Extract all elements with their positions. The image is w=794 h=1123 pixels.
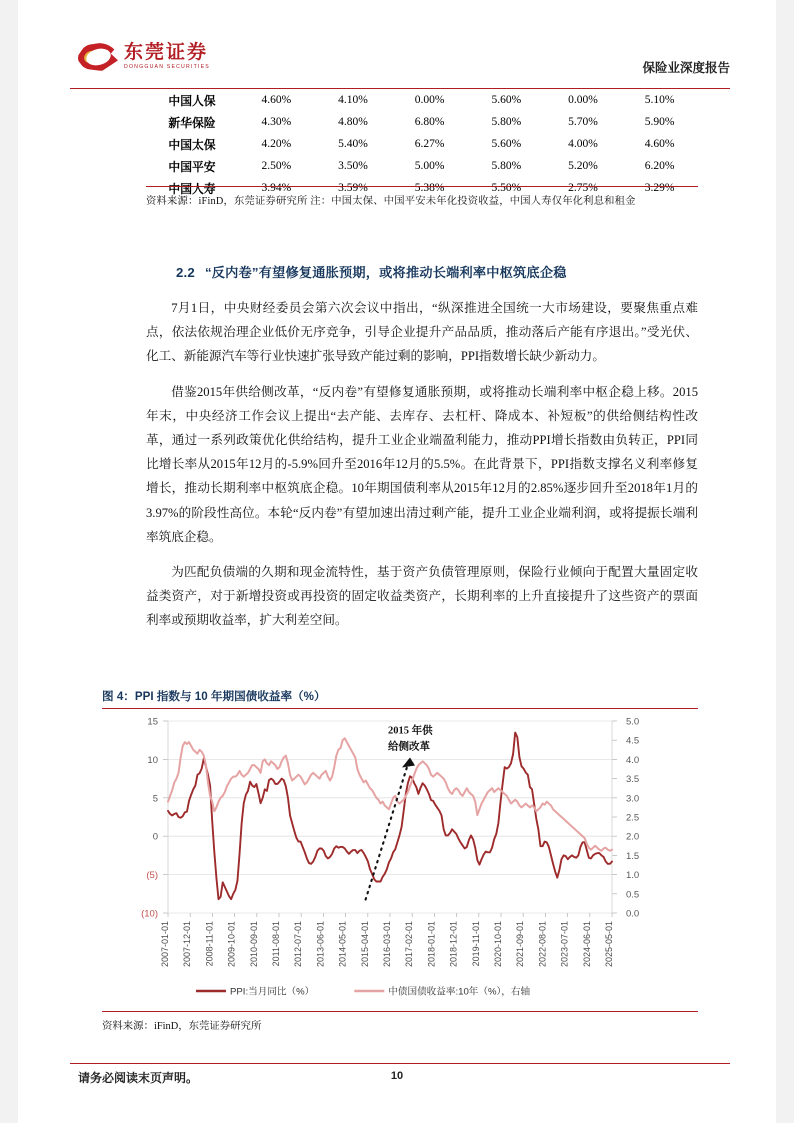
report-type-label: 保险业深度报告 [642, 61, 730, 75]
body-content [146, 296, 698, 644]
page-edge-left [0, 0, 18, 1123]
table-cell-company: 中国人寿 [168, 181, 216, 196]
table-cell-value: 4.80% [338, 116, 368, 128]
svg-text:PPI:当月同比（%）: PPI:当月同比（%） [230, 986, 315, 998]
table-cell-value: 0.00% [568, 94, 598, 106]
svg-text:0: 0 [152, 831, 158, 843]
logo-swoosh-icon [78, 40, 118, 74]
table-cell-value: 6.20% [644, 160, 675, 172]
ppi-bond-yield-chart [102, 709, 698, 1009]
page-number: 10 [390, 1070, 404, 1082]
svg-text:2022-08-01: 2022-08-01 [537, 921, 548, 968]
svg-text:2014-05-01: 2014-05-01 [337, 921, 348, 968]
svg-text:0.0: 0.0 [626, 908, 640, 920]
svg-text:3.5: 3.5 [626, 774, 640, 786]
paragraph: 7月1日，中央财经委员会第六次会议中指出，“纵深推进全国统一大市场建设，要聚焦重点难点，依法依规治理企业低价无序竞争，引导企业提升产品品质，推动落后产能有序退出。”受光伏、化工、新能源汽车等行业快速扩张导致产能过剩的影响，PPI指数增长缺少新动力。 [146, 301, 698, 364]
table-cell-value: 5.38% [414, 182, 445, 194]
svg-text:2011-08-01: 2011-08-01 [271, 921, 281, 967]
footer-divider [70, 1063, 730, 1064]
svg-text:(10): (10) [141, 908, 158, 920]
svg-text:2008-11-01: 2008-11-01 [204, 921, 215, 967]
table-cell-value: 6.80% [414, 116, 445, 128]
table-row [146, 133, 698, 155]
table-cell-value: 5.80% [491, 116, 522, 128]
svg-text:5.0: 5.0 [626, 716, 640, 728]
table-cell-value: 5.00% [414, 160, 445, 172]
table-cell-value: 0.00% [414, 94, 445, 106]
svg-text:1.5: 1.5 [626, 850, 640, 862]
svg-text:(5): (5) [146, 870, 158, 882]
paragraph: 借鉴2015年供给侧改革，“反内卷”有望修复通胀预期，或将推动长端利率中枢企稳上移。2015年末，中央经济工作会议上提出“去产能、去库存、去杠杆、降成本、补短板”的供给侧结构性改革，通过一系列政策优化供给结构，提升工业企业端盈利能力，推动PPI增长指数由负转正，PPI同比增长率从2015年12月的-5.9%回升至2016年12月的5.5%。在此背景下，PPI指数支撑名义利率修复增长，推动长期利率中枢筑底企稳。10年期国债利率从2015年12月的2.85%逐步回升至2018年1月的3.97%的阶段性高位。本轮“反内卷”有望加速出清过剩产能，提升工业企业端利润，或将提振长端利率筑底企稳。 [146, 384, 698, 544]
svg-text:2023-07-01: 2023-07-01 [559, 921, 570, 968]
svg-text:2025-05-01: 2025-05-01 [604, 921, 614, 968]
svg-text:2013-06-01: 2013-06-01 [315, 921, 326, 968]
table-cell-value: 2.50% [261, 160, 292, 172]
table-cell-value: 5.20% [568, 160, 598, 172]
section-title: “反内卷”有望修复通胀预期，或将推动长端利率中枢筑底企稳 [204, 265, 567, 280]
table-cell-company: 中国人保 [168, 93, 216, 108]
svg-text:5: 5 [152, 793, 158, 805]
table-cell-value: 5.80% [491, 160, 522, 172]
svg-text:2024-06-01: 2024-06-01 [581, 921, 592, 968]
table-cell-value: 6.27% [414, 138, 445, 150]
svg-text:2017-02-01: 2017-02-01 [404, 921, 415, 968]
svg-text:2021-09-01: 2021-09-01 [515, 921, 526, 968]
svg-text:给侧改革: 给侧改革 [387, 741, 430, 753]
page-edge-right [776, 0, 794, 1123]
table-cell-company: 中国太保 [168, 137, 216, 152]
svg-text:10: 10 [147, 754, 158, 766]
svg-text:4.0: 4.0 [626, 754, 640, 766]
svg-text:2019-11-01: 2019-11-01 [470, 921, 481, 967]
page-header [70, 34, 730, 86]
table-cell-value: 4.00% [568, 138, 598, 150]
svg-text:2010-09-01: 2010-09-01 [248, 921, 259, 968]
table-cell-value: 5.40% [338, 138, 368, 150]
svg-text:2012-07-01: 2012-07-01 [293, 921, 304, 968]
svg-text:2.5: 2.5 [626, 812, 640, 824]
table-cell-value: 4.10% [338, 94, 368, 106]
table-cell-value: 5.90% [644, 116, 675, 128]
table-body [146, 89, 698, 199]
table-row [146, 111, 698, 133]
svg-text:2016-03-01: 2016-03-01 [382, 921, 392, 968]
company-logo [78, 40, 210, 74]
table-cell-value: 3.50% [338, 160, 368, 172]
svg-text:4.5: 4.5 [626, 735, 640, 747]
svg-text:2018-01-01: 2018-01-01 [426, 921, 437, 968]
table-cell-value: 5.10% [644, 94, 675, 106]
table-cell-value: 4.30% [261, 116, 292, 128]
logo-company-name-en: DONGGUAN SECURITIES [124, 64, 210, 71]
table-cell-value: 4.60% [644, 138, 675, 150]
table-source-note: 资料来源：iFinD，东莞证券研究所 注：中国太保、中国平安未年化投资收益，中国人寿仅年化利息和租金 [146, 196, 636, 207]
table-cell-company: 中国平安 [168, 159, 216, 174]
table-bottom-divider [146, 186, 698, 187]
section-number: 2.2 [176, 265, 195, 280]
table-cell-value: 5.70% [568, 116, 598, 128]
svg-text:2018-12-01: 2018-12-01 [448, 921, 459, 968]
table-cell-value: 4.20% [261, 138, 292, 150]
section-heading [176, 262, 567, 281]
table-cell-value: 3.94% [261, 182, 292, 194]
logo-company-name-cn: 东莞证券 [124, 42, 209, 64]
figure-block [102, 688, 698, 1032]
table-cell-company: 新华保险 [168, 115, 216, 130]
table-row [146, 155, 698, 177]
svg-text:2009-10-01: 2009-10-01 [226, 921, 237, 968]
svg-text:1.0: 1.0 [626, 870, 640, 882]
svg-text:2020-10-01: 2020-10-01 [493, 921, 503, 968]
table-cell-value: 4.60% [261, 94, 292, 106]
figure-source-note: 资料来源：iFinD，东莞证券研究所 [102, 1021, 262, 1032]
chart-svg [102, 709, 698, 1009]
footer-disclaimer: 请务必阅读末页声明。 [78, 1071, 199, 1085]
svg-text:中债国债收益率:10年（%），右轴: 中债国债收益率:10年（%），右轴 [388, 986, 531, 998]
table-cell-value: 3.59% [338, 182, 368, 194]
table-cell-value: 5.60% [491, 138, 522, 150]
svg-text:2007-01-01: 2007-01-01 [160, 921, 170, 968]
investment-yield-table [146, 89, 698, 199]
table-row [146, 89, 698, 111]
svg-text:2007-12-01: 2007-12-01 [182, 921, 193, 968]
table-cell-value: 5.50% [491, 182, 522, 194]
svg-text:3.0: 3.0 [626, 793, 640, 805]
table-cell-value: 5.60% [491, 94, 522, 106]
table-cell-value: 2.75% [568, 182, 598, 194]
svg-text:15: 15 [147, 716, 158, 728]
svg-text:0.5: 0.5 [626, 889, 640, 901]
svg-text:2015 年供: 2015 年供 [387, 725, 433, 737]
figure-title: 图 4：PPI 指数与 10 年期国债收益率（%） [102, 690, 326, 703]
svg-text:2.0: 2.0 [626, 831, 640, 843]
table-cell-value: 3.29% [644, 182, 675, 194]
svg-text:2015-04-01: 2015-04-01 [359, 921, 370, 968]
paragraph: 为匹配负债端的久期和现金流特性，基于资产负债管理原则，保险行业倾向于配置大量固定收益类资产，对于新增投资或再投资的固定收益类资产，长期利率的上升直接提升了这些资产的票面利率或预期收益率，扩大利差空间。 [146, 565, 698, 628]
